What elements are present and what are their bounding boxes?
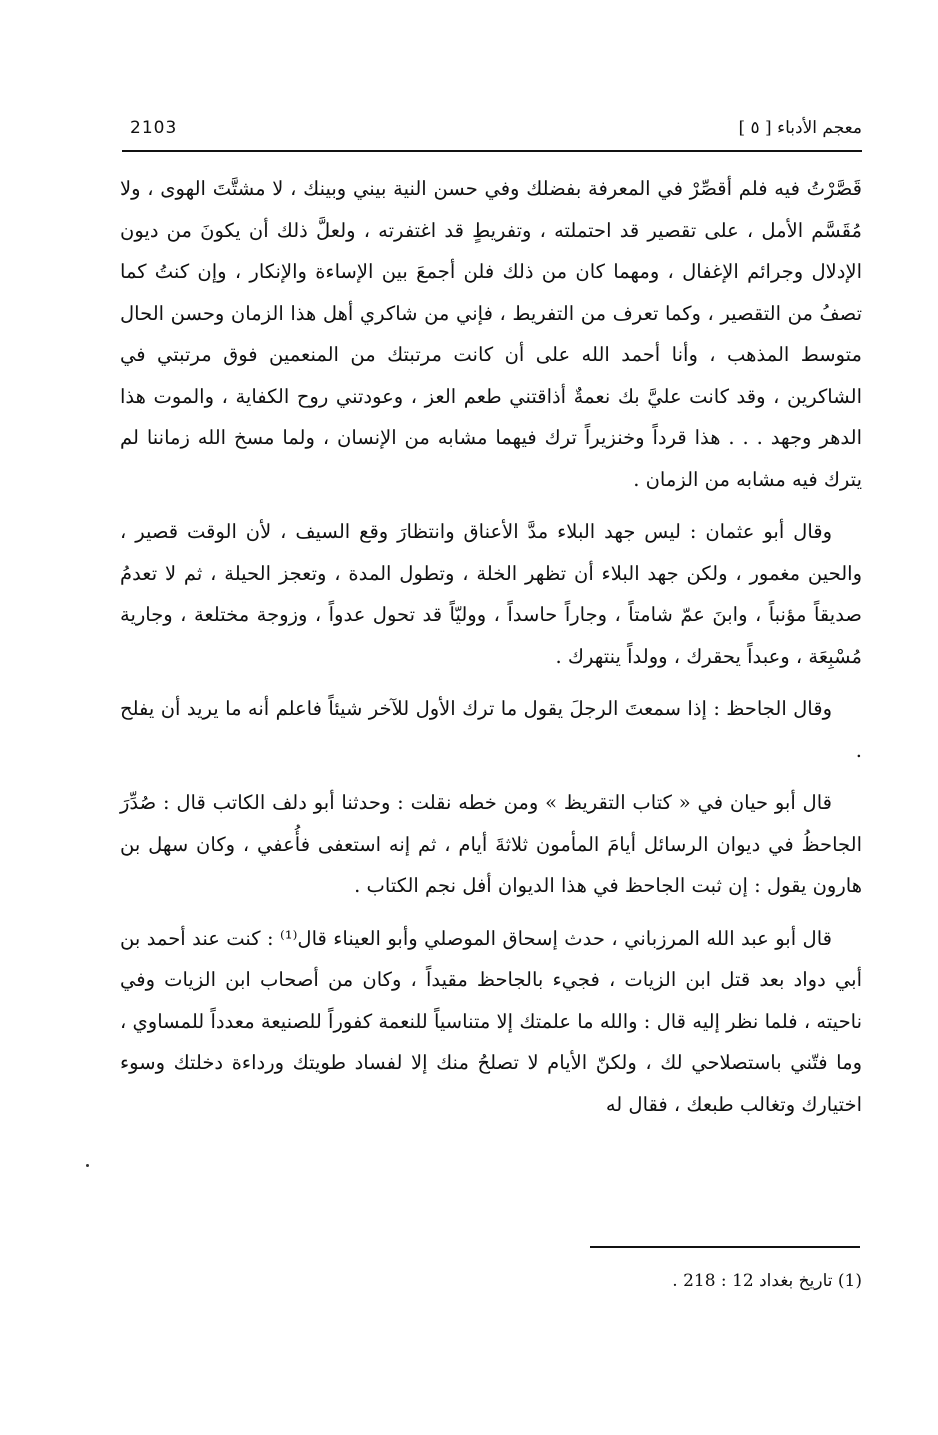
paragraph-2: وقال أبو عثمان : ليس جهد البلاء مدَّ الأعناق وانتظارَ وقع السيف ، لأن الوقت قصير ، والحين مغمور ، ولكن جهد البلاء أن تظهر الخلة ، وتطول المدة ، وتعجز الحيلة ، ثم لا تعدمُ صديقاً مؤنباً ، وابنَ عمّ شامتاً ، وجاراً حاسداً ، ووليّاً قد تحول عدواً ، وزوجة مختلعة ، وجارية مُسْبِعَة ، وعبداً يحقرك ، وولداً ينتهرك . <box>120 520 862 668</box>
paragraph-3: وقال الجاحظ : إذا سمعتَ الرجلَ يقول ما ترك الأول للآخر شيئاً فاعلم أنه ما يريد أن يفلح . <box>120 697 862 762</box>
paragraph-5: قال أبو عبد الله المرزباني ، حدث إسحاق الموصلي وأبو العيناء قال⁽¹⁾ : كنت عند أحمد بن أبي دواد بعد قتل ابن الزيات ، فجيء بالجاحظ مقيداً ، وكان من أصحاب ابن الزيات وفي ناحيته ، فلما نظر إليه قال : والله ما علمتك إلا متناسياً للنعمة كفوراً للصنيعة معدداً للمساوي ، وما فتّني باستصلاحي لك ، ولكنّ الأيام لا تصلحُ منك إلا لفساد طويتك ورداءة دخلتك وسوء اختيارك وتغالب طبعك ، فقال له <box>120 926 862 1116</box>
footnote-rule <box>590 1246 860 1248</box>
margin-mark <box>86 1164 89 1167</box>
paragraph-1: قَصَّرْتُ فيه فلم أقصِّرْ في المعرفة بفضلك وفي حسن النية بيني وبينك ، لا مشتَّتَ الهوى ، ولا مُقَسَّم الأمل ، على تقصير قد احتملته ، وتفريطٍ قد اغتفرته ، ولعلَّ ذلك أن يكونَ من ديون الإدلال وجرائم الإغفال ، ومهما كان من ذلك فلن أجمعَ بين الإساءة والإنكار ، وإن كنتُ كما تصفُ من التقصير ، وكما تعرف من التفريط ، فإني من شاكري أهل هذا الزمان وحسن الحال متوسط المذهب ، وأنا أحمد الله على أن كانت مرتبتك من المنعمين فوق مرتبتي في الشاكرين ، وقد كانت عليَّ بك نعمةٌ أذاقتني طعم العز ، وعودتني روح الكفاية ، والموت هذا الدهر وجهد . . . هذا قرداً وخنزيراً ترك فيهما مشابه من الإنسان ، ولما مسخ الله زماننا لم يترك فيه مشابه من الزمان . <box>120 177 862 491</box>
page-header <box>122 112 862 148</box>
running-head: معجم الأدباء [ ٥ ] <box>738 118 862 138</box>
page-number: 2103 <box>130 118 178 138</box>
body-text <box>120 168 862 1136</box>
footnote: (1) تاريخ بغداد 12 : 218 . <box>672 1271 862 1291</box>
header-rule <box>122 150 862 152</box>
paragraph-4: قال أبو حيان في « كتاب التقريظ » ومن خطه نقلت : وحدثنا أبو دلف الكاتب قال : صُدِّرَ الجاحظُ في ديوان الرسائل أيامَ المأمون ثلاثةَ أيام ، ثم إنه استعفى فأُعفي ، وكان سهل بن هارون يقول : إن ثبت الجاحظ في هذا الديوان أفل نجم الكتاب . <box>120 791 862 897</box>
